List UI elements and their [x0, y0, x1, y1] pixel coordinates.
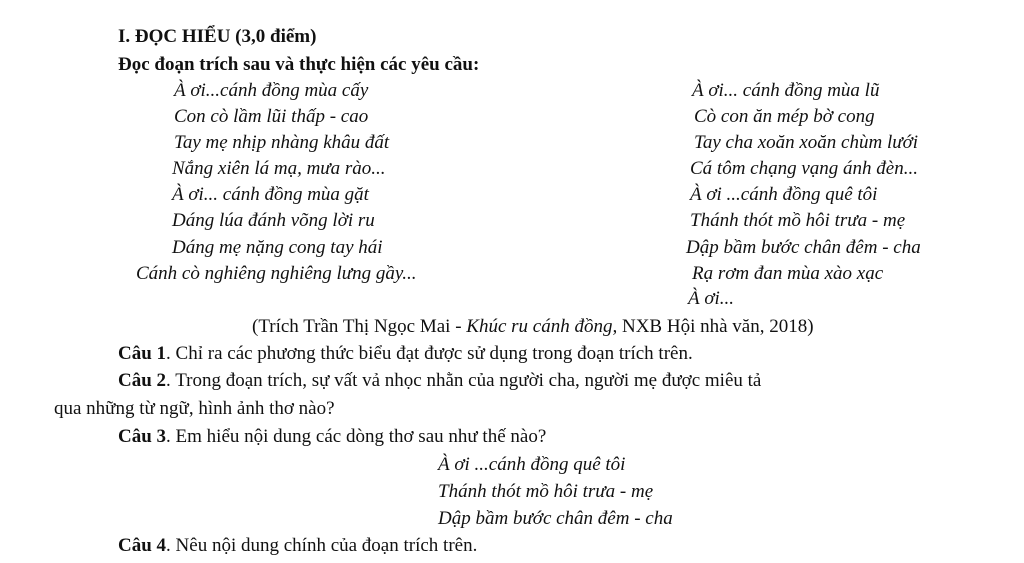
question-3-quote-line: Dập bầm bước chân đêm - cha [438, 508, 673, 529]
question-2-continuation: qua những từ ngữ, hình ảnh thơ nào? [54, 398, 335, 419]
question-2-label: Câu 2 [118, 370, 167, 391]
question-3-text: . Em hiểu nội dung các dòng thơ sau như thế nào? [166, 426, 547, 447]
question-3-quote-line: À ơi ...cánh đồng quê tôi [438, 454, 626, 475]
poem-left-line: Con cò lầm lũi thấp - cao [174, 106, 369, 127]
question-2 [118, 370, 761, 392]
poem-right-line: Cá tôm chạng vạng ánh đèn... [690, 158, 918, 179]
question-2-text: . Trong đoạn trích, sự vất vả nhọc nhằn của người cha, người mẹ được miêu tả [166, 370, 762, 391]
poem-right-line: Thánh thót mồ hôi trưa - mẹ [690, 210, 906, 231]
question-4 [118, 535, 477, 557]
citation [252, 316, 814, 338]
poem-left-line: Tay mẹ nhịp nhàng khâu đất [174, 132, 390, 153]
citation-book: Khúc ru cánh đồng, [466, 316, 618, 337]
poem-left-line: Dáng mẹ nặng cong tay hái [172, 237, 383, 258]
question-1 [118, 343, 693, 365]
citation-prefix: (Trích Trần Thị Ngọc Mai - [252, 316, 467, 337]
question-4-label: Câu 4 [118, 535, 167, 556]
poem-right-line: Rạ rơm đan mùa xào xạc [692, 263, 884, 284]
poem-right-line: À ơi... cánh đồng mùa lũ [692, 80, 880, 101]
poem-right-line: À ơi... [688, 288, 735, 309]
poem-left-line: Nắng xiên lá mạ, mưa rào... [172, 158, 386, 179]
poem-right-line: À ơi ...cánh đồng quê tôi [690, 184, 878, 205]
question-4-text: . Nêu nội dung chính của đoạn trích trên. [166, 535, 478, 556]
question-3 [118, 426, 546, 448]
question-1-label: Câu 1 [118, 343, 167, 364]
instruction: Đọc đoạn trích sau và thực hiện các yêu cầu: [118, 54, 480, 75]
citation-suffix: NXB Hội nhà văn, 2018) [617, 316, 814, 337]
poem-left-line: À ơi... cánh đồng mùa gặt [172, 184, 369, 205]
question-1-text: . Chỉ ra các phương thức biểu đạt được sử dụng trong đoạn trích trên. [166, 343, 693, 364]
section-title: I. ĐỌC HIỂU (3,0 điểm) [118, 26, 317, 47]
question-3-quote-line: Thánh thót mồ hôi trưa - mẹ [438, 481, 654, 502]
poem-left-line: Dáng lúa đánh võng lời ru [172, 210, 375, 231]
poem-left-line: Cánh cò nghiêng nghiêng lưng gầy... [136, 263, 417, 284]
poem-left-line: À ơi...cánh đồng mùa cấy [174, 80, 369, 101]
poem-right-line: Dập bầm bước chân đêm - cha [686, 237, 921, 258]
question-3-label: Câu 3 [118, 426, 167, 447]
poem-right-line: Cò con ăn mép bờ cong [694, 106, 875, 127]
poem-right-line: Tay cha xoăn xoăn chùm lưới [694, 132, 919, 153]
